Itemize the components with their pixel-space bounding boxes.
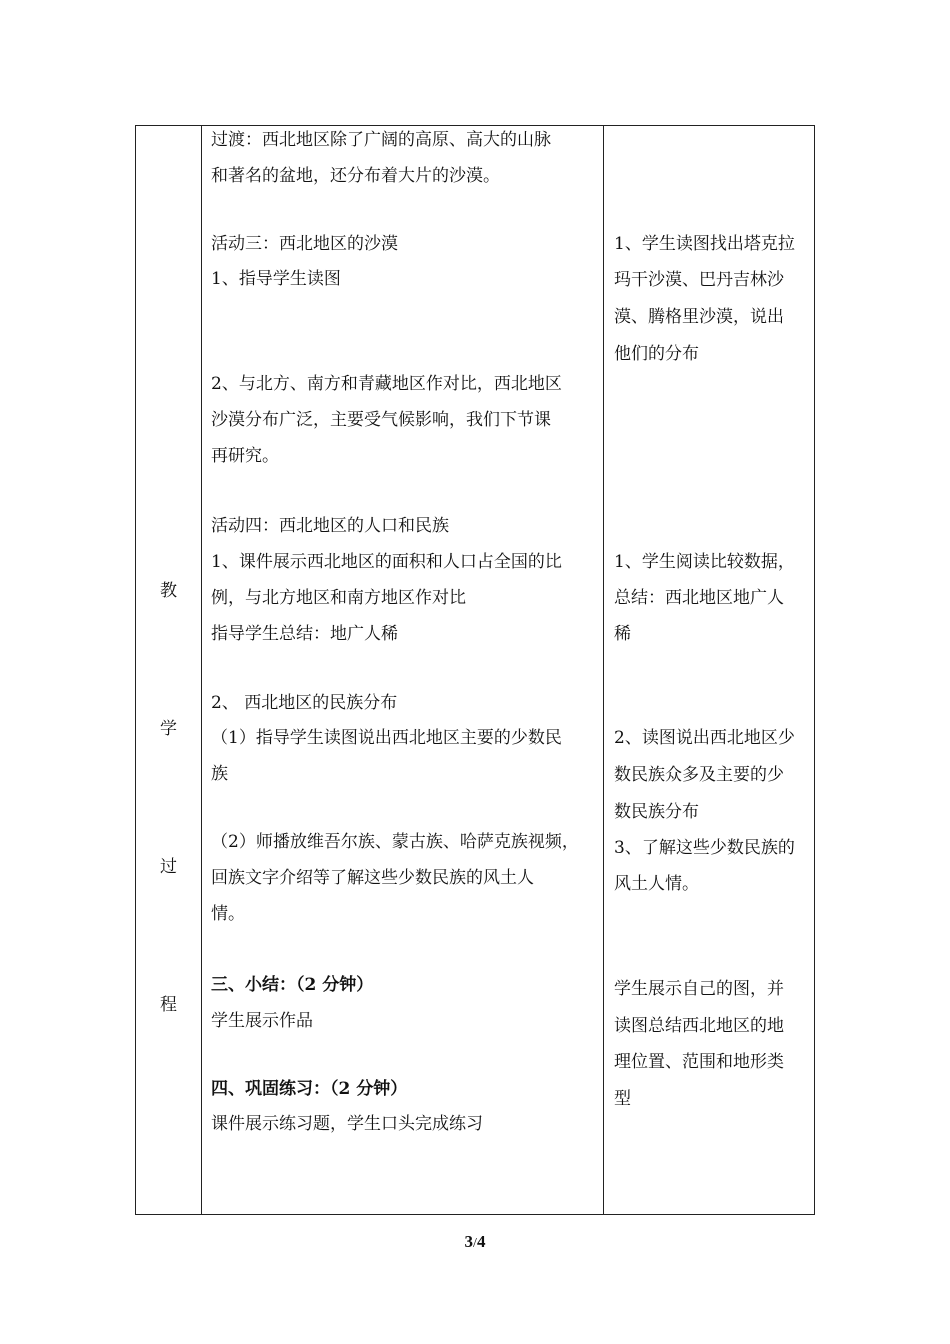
student-text-line: 稀 xyxy=(614,624,631,644)
teacher-text-line: 再研究。 xyxy=(211,446,279,466)
student-text-line: 读图总结西北地区的地 xyxy=(614,1016,784,1036)
student-text-line: 玛干沙漠、巴丹吉林沙 xyxy=(614,270,784,290)
page-number-total: 4 xyxy=(476,1232,486,1251)
student-text-line: 他们的分布 xyxy=(614,344,699,364)
section-heading-practice: 四、巩固练习：（2 分钟） xyxy=(211,1079,408,1099)
teacher-text-line: 2、 西北地区的民族分布 xyxy=(211,693,398,713)
side-char-cheng: 程 xyxy=(160,995,177,1015)
teacher-text-line: 1、课件展示西北地区的面积和人口占全国的比 xyxy=(211,552,562,572)
teacher-text-line: 回族文字介绍等了解这些少数民族的风土人 xyxy=(211,868,534,888)
side-char-guo: 过 xyxy=(160,857,177,877)
teacher-text-line: 情。 xyxy=(211,904,245,924)
student-text-line: 理位置、范围和地形类 xyxy=(614,1052,784,1072)
activity-heading: 活动四：西北地区的人口和民族 xyxy=(211,516,449,536)
page-number-separator: / xyxy=(473,1236,477,1251)
lesson-table xyxy=(135,125,815,1215)
student-text-line: 1、学生读图找出塔克拉 xyxy=(614,234,795,254)
column-divider-left xyxy=(201,126,202,1214)
student-text-line: 型 xyxy=(614,1089,631,1109)
column-divider-right xyxy=(603,126,604,1214)
teacher-text-line: 和著名的盆地，还分布着大片的沙漠。 xyxy=(211,166,500,186)
student-text-line: 总结：西北地区地广人 xyxy=(614,588,784,608)
student-text-line: 3、了解这些少数民族的 xyxy=(614,838,795,858)
teacher-text-line: 2、与北方、南方和青藏地区作对比，西北地区 xyxy=(211,374,562,394)
teacher-text-line: 学生展示作品 xyxy=(211,1011,313,1031)
activity-heading: 活动三：西北地区的沙漠 xyxy=(211,234,398,254)
teacher-text-line: 例，与北方地区和南方地区作对比 xyxy=(211,588,466,608)
side-char-jiao: 教 xyxy=(160,581,177,601)
teacher-text-line: （2）师播放维吾尔族、蒙古族、哈萨克族视频， xyxy=(211,832,579,852)
teacher-text-line: 课件展示练习题，学生口头完成练习 xyxy=(211,1114,483,1134)
side-char-xue: 学 xyxy=(160,719,177,739)
student-text-line: 学生展示自己的图，并 xyxy=(614,979,784,999)
student-text-line: 1、学生阅读比较数据， xyxy=(614,552,795,572)
page-number xyxy=(0,1232,950,1252)
student-text-line: 数民族众多及主要的少 xyxy=(614,765,784,785)
teacher-text-line: 1、指导学生读图 xyxy=(211,269,341,289)
section-heading-summary: 三、小结：（2 分钟） xyxy=(211,975,374,995)
teacher-text-line: （1）指导学生读图说出西北地区主要的少数民 xyxy=(211,728,562,748)
teacher-text-line: 过渡：西北地区除了广阔的高原、高大的山脉 xyxy=(211,130,551,150)
page-number-current: 3 xyxy=(464,1232,474,1251)
student-text-line: 数民族分布 xyxy=(614,802,699,822)
teacher-text-line: 指导学生总结：地广人稀 xyxy=(211,624,398,644)
teacher-text-line: 沙漠分布广泛，主要受气候影响，我们下节课 xyxy=(211,410,551,430)
student-text-line: 2、读图说出西北地区少 xyxy=(614,728,795,748)
student-text-line: 漠、腾格里沙漠，说出 xyxy=(614,307,784,327)
student-text-line: 风土人情。 xyxy=(614,874,699,894)
teacher-text-line: 族 xyxy=(211,764,228,784)
